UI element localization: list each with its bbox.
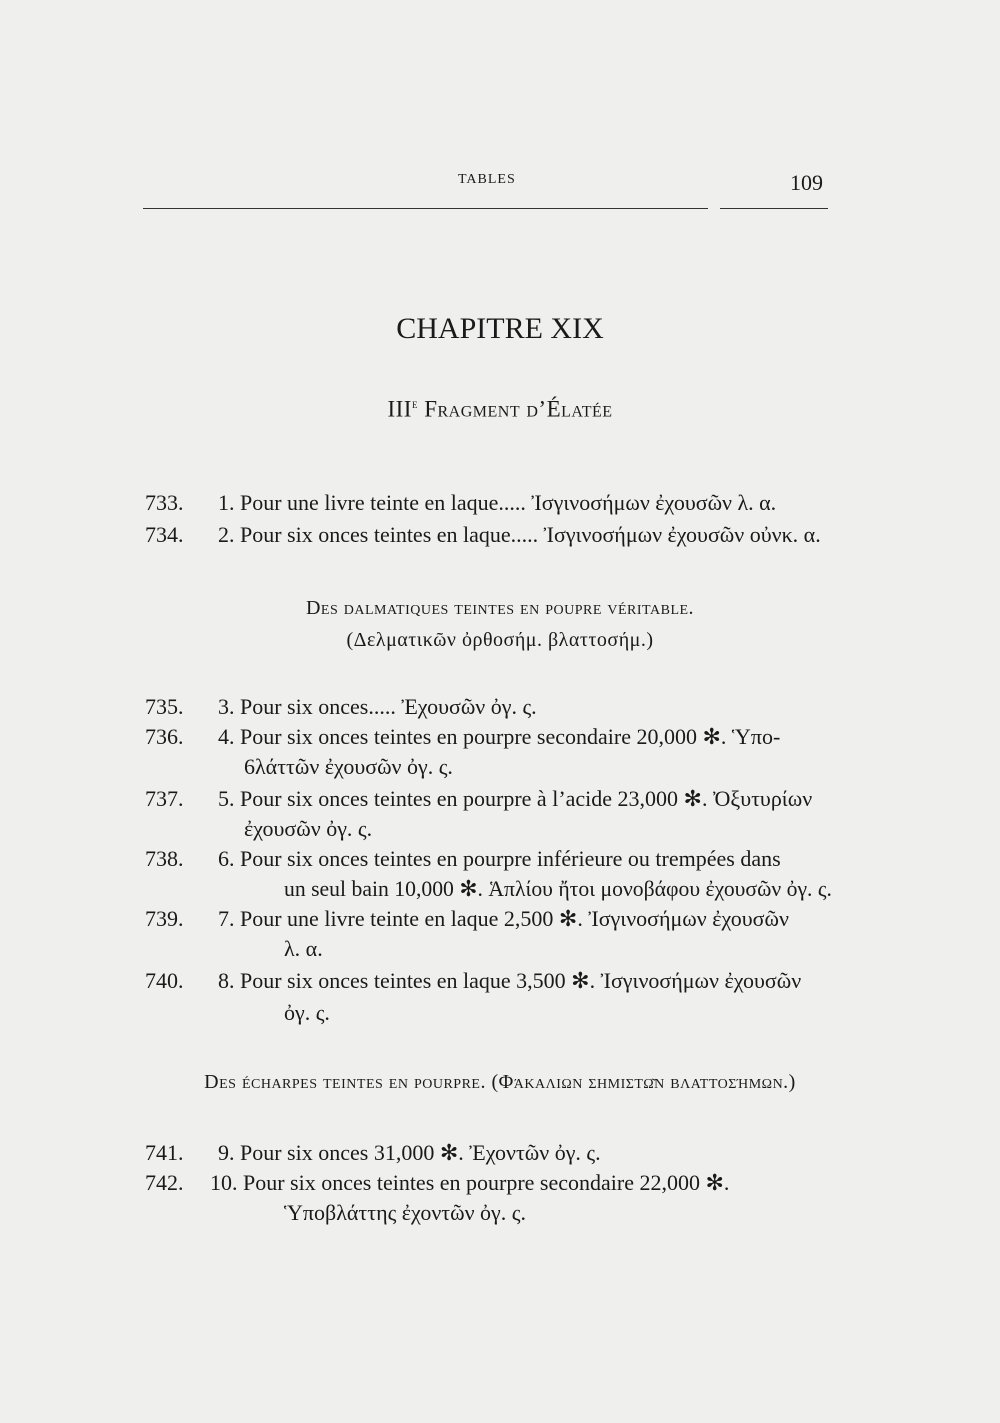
header-rule (143, 208, 708, 209)
entry-number: 739. (145, 906, 184, 931)
entry-text: 3. Pour six onces..... Ἐχουσῶν ὀγ. ς. (218, 694, 537, 719)
section-heading: Des dalmatiques teintes en poupre véritable. (305, 597, 695, 619)
entry-text: 10. Pour six onces teintes en pourpre secondaire 22,000 ✻. (210, 1170, 730, 1195)
entry-number: 740. (145, 968, 184, 993)
entry-text: 1. Pour une livre teinte en laque..... Ἰσγινοσήμων ἐχουσῶν λ. α. (218, 490, 777, 515)
entry-number: 742. (145, 1170, 184, 1195)
entry-number: 736. (145, 724, 184, 749)
entry-continuation: λ. α. (284, 936, 323, 961)
page-number: 109 (790, 170, 823, 195)
entry-number: 735. (145, 694, 184, 719)
entry-continuation: Ὑποβλάττης ἐχοντῶν ὀγ. ς. (284, 1200, 526, 1225)
entry-text: 6. Pour six onces teintes en pourpre inférieure ou trempées dans (218, 846, 781, 871)
entry-text: 2. Pour six onces teintes en laque..... Ἰσγινοσήμων ἐχουσῶν οὐνκ. α. (218, 522, 821, 547)
entry-number: 741. (145, 1140, 184, 1165)
entry-number: 737. (145, 786, 184, 811)
fragment-roman: III (387, 396, 412, 422)
entry-text: 7. Pour une livre teinte en laque 2,500 ✻. Ἰσγινοσήμων ἐχουσῶν (218, 906, 789, 931)
entry-text: 5. Pour six onces teintes en pourpre à l’acide 23,000 ✻. Ὀξυτυρίων (218, 786, 813, 811)
entry-number: 738. (145, 846, 184, 871)
entry-continuation: 6λάττῶν ἐχουσῶν ὀγ. ς. (244, 754, 453, 779)
running-header: TABLES (458, 172, 516, 187)
chapter-title: CHAPITRE XIX (396, 312, 604, 345)
header-rule-right (720, 208, 828, 209)
entry-continuation: un seul bain 10,000 ✻. Ἁπλίου ἤτοι μονοβάφου ἐχουσῶν ὀγ. ς. (284, 876, 832, 901)
fragment-title: Fragment d’Élatée (424, 396, 613, 422)
entry-number: 734. (145, 522, 184, 547)
section-subtitle: (Δελματικῶν ὀρθοσήμ. βλαττοσήμ.) (346, 629, 654, 651)
fragment-heading (0, 396, 1000, 423)
entry-text: 8. Pour six onces teintes en laque 3,500 ✻. Ἰσγινοσήμων ἐχουσῶν (218, 968, 802, 993)
section-heading: Des écharpes teintes en pourpre. (Φάκαλιων σημιστῶν βλαττοσήμων.) (204, 1071, 796, 1093)
entry-text: 9. Pour six onces 31,000 ✻. Ἐχοντῶν ὀγ. ς. (218, 1140, 601, 1165)
entry-number: 733. (145, 490, 184, 515)
entry-continuation: ἐχουσῶν ὀγ. ς. (244, 816, 373, 841)
fragment-sup: e (411, 396, 418, 411)
entry-text: 4. Pour six onces teintes en pourpre secondaire 20,000 ✻. Ὑπο- (218, 724, 781, 749)
entry-continuation: ὀγ. ς. (284, 1000, 330, 1025)
